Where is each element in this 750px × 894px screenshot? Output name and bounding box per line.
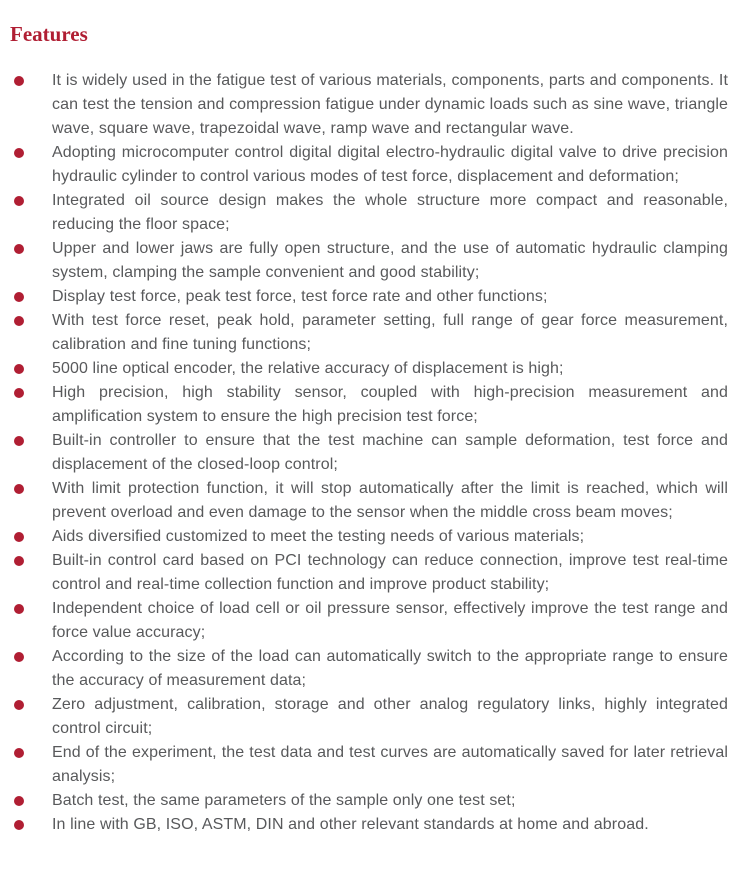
feature-item bbox=[0, 381, 750, 429]
bullet-icon bbox=[14, 700, 24, 710]
feature-item bbox=[0, 525, 750, 549]
bullet-icon bbox=[14, 748, 24, 758]
feature-text: With limit protection function, it will stop automatically after the limit is reached, which will prevent overload and even damage to the sensor when the middle cross beam moves; bbox=[52, 480, 728, 521]
feature-text: According to the size of the load can automatically switch to the appropriate range to ensure the accuracy of measurement data; bbox=[52, 648, 728, 689]
feature-item bbox=[0, 789, 750, 813]
feature-item bbox=[0, 741, 750, 789]
feature-item bbox=[0, 285, 750, 309]
feature-item bbox=[0, 693, 750, 741]
feature-text: It is widely used in the fatigue test of various materials, components, parts and components. It can test the tension and compression fatigue under dynamic loads such as sine wave, triangle wave, square wave, trapezoidal wave, ramp wave and rectangular wave. bbox=[52, 72, 728, 137]
feature-text: Integrated oil source design makes the whole structure more compact and reasonable, reducing the floor space; bbox=[52, 192, 728, 233]
bullet-icon bbox=[14, 76, 24, 86]
feature-item bbox=[0, 429, 750, 477]
bullet-icon bbox=[14, 148, 24, 158]
feature-item bbox=[0, 69, 750, 141]
feature-item bbox=[0, 813, 750, 837]
feature-text: Built-in control card based on PCI technology can reduce connection, improve test real-time control and real-time collection function and improve product stability; bbox=[52, 552, 728, 593]
feature-item bbox=[0, 237, 750, 285]
feature-item bbox=[0, 357, 750, 381]
feature-item bbox=[0, 645, 750, 693]
bullet-icon bbox=[14, 556, 24, 566]
bullet-icon bbox=[14, 364, 24, 374]
feature-text: With test force reset, peak hold, parameter setting, full range of gear force measurement, calibration and fine tuning functions; bbox=[52, 312, 728, 353]
feature-text: Upper and lower jaws are fully open structure, and the use of automatic hydraulic clamping system, clamping the sample convenient and good stability; bbox=[52, 240, 728, 281]
feature-item bbox=[0, 309, 750, 357]
bullet-icon bbox=[14, 820, 24, 830]
bullet-icon bbox=[14, 196, 24, 206]
feature-text: Built-in controller to ensure that the test machine can sample deformation, test force and displacement of the closed-loop control; bbox=[52, 432, 728, 473]
bullet-icon bbox=[14, 796, 24, 806]
feature-text: Aids diversified customized to meet the testing needs of various materials; bbox=[52, 528, 585, 545]
feature-item bbox=[0, 549, 750, 597]
feature-text: Batch test, the same parameters of the sample only one test set; bbox=[52, 792, 516, 809]
bullet-icon bbox=[14, 484, 24, 494]
feature-text: Adopting microcomputer control digital digital electro-hydraulic digital valve to drive precision hydraulic cylinder to control various modes of test force, displacement and deformation; bbox=[52, 144, 728, 185]
bullet-icon bbox=[14, 244, 24, 254]
feature-text: In line with GB, ISO, ASTM, DIN and other relevant standards at home and abroad. bbox=[52, 816, 649, 833]
feature-text: Zero adjustment, calibration, storage and other analog regulatory links, highly integrated control circuit; bbox=[52, 696, 728, 737]
feature-text: 5000 line optical encoder, the relative accuracy of displacement is high; bbox=[52, 360, 564, 377]
bullet-icon bbox=[14, 388, 24, 398]
bullet-icon bbox=[14, 436, 24, 446]
feature-text: High precision, high stability sensor, coupled with high-precision measurement and amplification system to ensure the high precision test force; bbox=[52, 384, 728, 425]
features-list bbox=[0, 69, 750, 837]
page-title: Features bbox=[10, 22, 88, 46]
feature-text: Display test force, peak test force, test force rate and other functions; bbox=[52, 288, 548, 305]
bullet-icon bbox=[14, 532, 24, 542]
feature-text: Independent choice of load cell or oil pressure sensor, effectively improve the test range and force value accuracy; bbox=[52, 600, 728, 641]
feature-text: End of the experiment, the test data and test curves are automatically saved for later retrieval analysis; bbox=[52, 744, 728, 785]
feature-item bbox=[0, 141, 750, 189]
feature-item bbox=[0, 597, 750, 645]
feature-item bbox=[0, 477, 750, 525]
bullet-icon bbox=[14, 292, 24, 302]
bullet-icon bbox=[14, 652, 24, 662]
feature-item bbox=[0, 189, 750, 237]
bullet-icon bbox=[14, 604, 24, 614]
bullet-icon bbox=[14, 316, 24, 326]
